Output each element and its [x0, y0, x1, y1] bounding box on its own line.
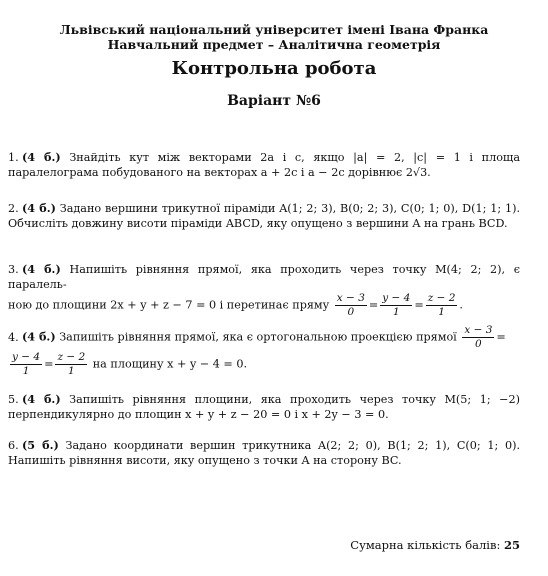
problem-number: 1.: [8, 151, 19, 164]
problem-points: (4 б.): [22, 201, 56, 215]
total-points-value: 25: [503, 538, 520, 552]
problem-text-cont: ною до площини 2x + y + z − 7 = 0 і перетинає пряму: [8, 298, 330, 312]
problem-4: 4. (4 б.) Запишіть рівняння прямої, яка є ортогональною проекцією прямої $\frac{x - 3}{0}$ = $\frac{y - 4}{1}$ = $\frac{z - 2}{1}$ на площину x + y − 4 = 0.: [8, 324, 506, 377]
problem-text-cont: на площину x + y − 4 = 0.: [92, 357, 248, 371]
problem-points: (4 б.): [22, 329, 56, 344]
page-title: Контрольна робота: [171, 58, 377, 79]
problem-points: (4 б.): [22, 150, 61, 164]
problem-1: [8, 150, 520, 180]
problem-number: 4.: [8, 330, 19, 344]
problem-points: (5 б.): [22, 438, 59, 452]
problem-3: 3. (4 б.) Напишіть рівняння прямої, яка проходить через точку M(4; 2; 2), є паралель- ною до площини 2x + y + z − 7 = 0 і перетинає пряму $\frac{x - 3}{0}$ = $\frac{y - 4}{1}$ = $\frac{z - 2}{1}$ .: [8, 262, 521, 318]
problem-text: Знайдіть кут між векторами 2a і c, якщо |a| = 2, |c| = 1 і площа паралелограма побудованого на векторах a + 2c і a − 2c дорівнює 2√3.: [8, 151, 520, 179]
total-points-label: Сумарна кількість балів:: [350, 538, 501, 552]
problem-number: 2.: [8, 202, 19, 215]
problem-6: [8, 438, 520, 468]
problem-text: Задано координати вершин трикутника A(2; 2; 0), B(1; 2; 1), C(0; 1; 0). Напишіть рівняння висоти, яку опущено з точки A на сторону BC.: [8, 439, 521, 467]
problem-text: Запишіть рівняння прямої, яка є ортогональною проекцією прямої: [59, 330, 457, 344]
fraction: $\frac{z - 2}{1}$: [57, 351, 86, 377]
problem-text: Напишіть рівняння прямої, яка проходить через точку M(4; 2; 2), є паралель-: [8, 263, 521, 291]
university-name: Львівський національний університет імені Івана Франка: [59, 22, 489, 37]
problem-5: [8, 392, 520, 422]
problem-number: 6.: [8, 439, 19, 452]
problem-text: Задано вершини трикутної піраміди A(1; 2; 3), B(0; 2; 3), C(0; 1; 0), D(1; 1; 1). Обчисліть довжину висоти піраміди ABCD, яку опущено з вершини A на грань BCD.: [8, 202, 520, 230]
problem-text: Запишіть рівняння площини, яка проходить через точку M(5; 1; −2) перпендикулярно до площин x + y + z − 20 = 0 і x + 2y − 3 = 0.: [8, 393, 520, 421]
fraction: $\frac{z - 2}{1}$: [427, 292, 456, 318]
variant-label: Варіант №6: [227, 93, 321, 109]
fraction: $\frac{y - 4}{1}$: [12, 351, 41, 377]
problem-number: 5.: [8, 393, 19, 406]
exam-sheet: [0, 22, 548, 576]
fraction: $\frac{x - 3}{0}$: [464, 324, 493, 350]
fraction: $\frac{y - 4}{1}$: [382, 292, 411, 318]
subject-line: Навчальний предмет – Аналітична геометрія: [107, 37, 441, 52]
total-points: [350, 538, 520, 552]
problem-points: (4 б.): [22, 262, 61, 276]
problem-number: 3.: [8, 263, 19, 276]
problem-points: (4 б.): [22, 392, 61, 406]
problem-2: [8, 201, 520, 231]
fraction: $\frac{x - 3}{0}$: [336, 292, 365, 318]
